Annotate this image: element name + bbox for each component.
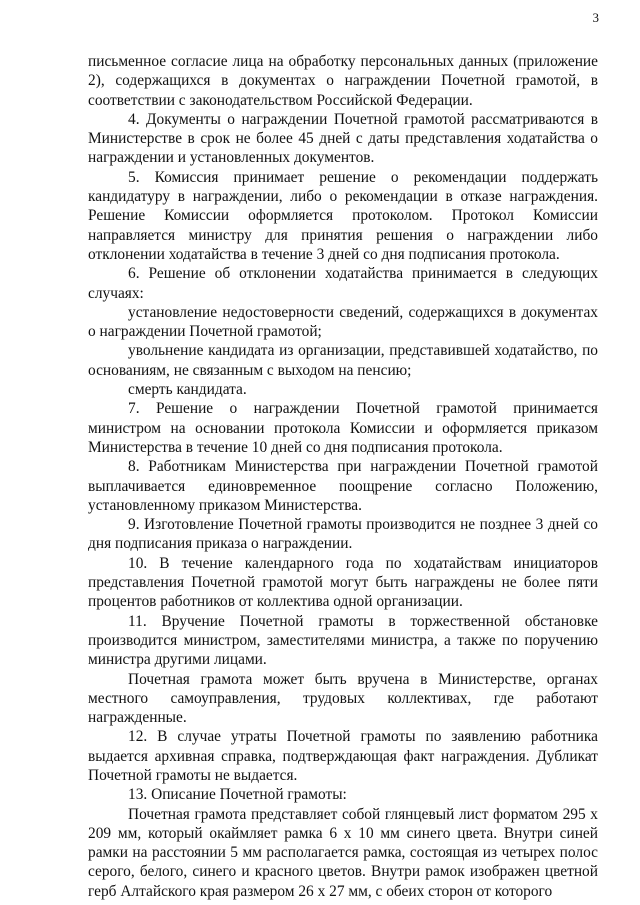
- paragraph-case-dismissal: увольнение кандидата из организации, представившей ходатайство, по основаниям, не связанным с выходом на пенсию;: [88, 342, 598, 379]
- paragraph-item-7: 7. Решение о награждении Почетной грамотой принимается министром на основании протокола Комиссии и оформляется приказом Министерства в течение 10 дней со дня подписания протокола.: [88, 400, 598, 456]
- page-number: 3: [592, 10, 599, 25]
- paragraph-case-death: смерть кандидата.: [128, 381, 247, 399]
- paragraph-case-unreliable-info: установление недостоверности сведений, содержащихся в документах о награждении Почетной грамотой;: [88, 303, 598, 341]
- paragraph-item-4: 4. Документы о награждении Почетной грамотой рассматриваются в Министерстве в срок не более 45 дней с даты представления ходатайства о награждении и установленных документов.: [88, 110, 598, 167]
- paragraph-item-5: 5. Комиссия принимает решение о рекомендации поддержать кандидатуру в награждении, либо о рекомендации в отказе награждения. Решение Комиссии оформляется протоколом. Протокол Комиссии направляется министру для принятия решения о награждении либо отклонении ходатайства в течение 3 дней со дня подписания протокола.: [88, 168, 598, 263]
- paragraph-item-9: 9. Изготовление Почетной грамоты производится не позднее 3 дней со дня подписания приказа о награждении.: [88, 516, 598, 553]
- paragraph-item-13-heading: 13. Описание Почетной грамоты:: [128, 786, 347, 804]
- paragraph-item-11: 11. Вручение Почетной грамоты в торжественной обстановке производится министром, заместителями министра, а также по поручению министра другими лицами.: [88, 612, 598, 669]
- paragraph-item-8: 8. Работникам Министерства при награждении Почетной грамотой выплачивается единовременное поощрение согласно Положению, установленному приказом Министерства.: [88, 458, 598, 514]
- paragraph-item-12: 12. В случае утраты Почетной грамоты по заявлению работника выдается архивная справка, подтверждающая факт награждения. Дубликат Почетной грамоты не выдается.: [88, 728, 598, 784]
- paragraph-consent-continued: письменное согласие лица на обработку персональных данных (приложение 2), содержащихся в документах о награждении Почетной грамотой, в соответствии с законодательством Российской Федерации.: [88, 53, 598, 109]
- paragraph-item-11-presentation-places: Почетная грамота может быть вручена в Министерстве, органах местного самоуправления, трудовых коллективах, где работают награжденные.: [88, 670, 598, 727]
- document-body: [88, 52, 598, 901]
- paragraph-item-13-description: Почетная грамота представляет собой глянцевый лист форматом 295 х 209 мм, который окаймляет рамка 6 х 10 мм синего цвета. Внутри синей рамки на расстоянии 5 мм располагается рамка, состоящая из четырех полос серого, белого, синего и красного цветов. Внутри рамок изображен цветной герб Алтайского края размером 26 х 27 мм, с обеих сторон от которого: [88, 805, 598, 900]
- paragraph-item-6: 6. Решение об отклонении ходатайства принимается в следующих случаях:: [88, 265, 598, 302]
- paragraph-item-10: 10. В течение календарного года по ходатайствам инициаторов представления Почетной грамотой могут быть награждены не более пяти процентов работников от коллектива одной организации.: [88, 554, 598, 611]
